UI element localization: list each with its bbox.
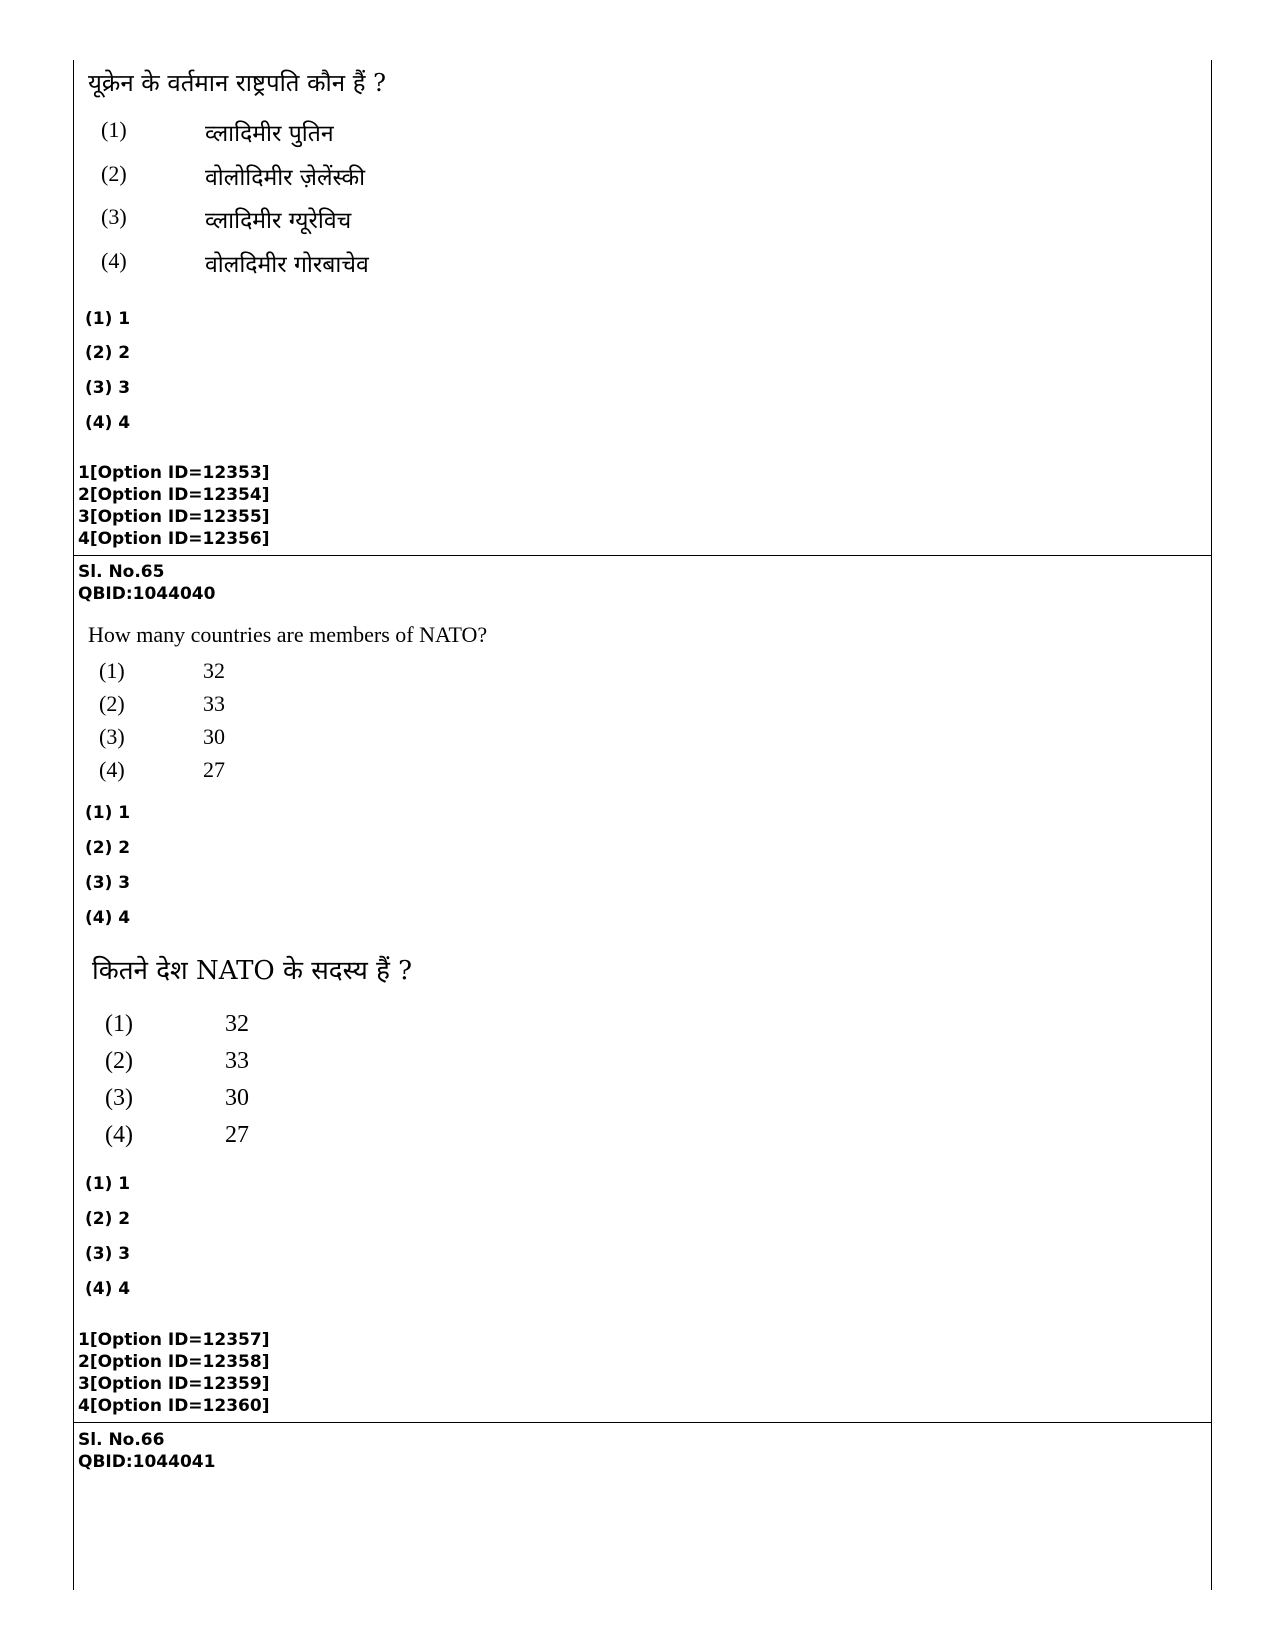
answer-choice: (1) 1: [85, 309, 131, 329]
option-number: (2): [99, 691, 125, 716]
option-number: (4): [101, 248, 127, 273]
answer-choice: (1) 1: [85, 1174, 131, 1194]
option-value: 27: [225, 1122, 249, 1148]
option-number: (1): [99, 658, 125, 683]
answer-choice: (2) 2: [85, 838, 131, 858]
option-number: (3): [101, 204, 127, 229]
option-id: 4[Option ID=12360]: [78, 1396, 270, 1416]
question-hindi: यूक्रेन के वर्तमान राष्ट्रपति कौन हैं ?: [88, 69, 386, 97]
option-number: (3): [105, 1085, 133, 1111]
option-id: 1[Option ID=12357]: [78, 1330, 270, 1350]
answer-choice: (3) 3: [85, 378, 131, 398]
question-divider: [73, 555, 1212, 556]
option-number: (2): [101, 161, 127, 186]
question-header: [78, 561, 215, 605]
answer-choice: (1) 1: [85, 803, 131, 823]
serial-number: Sl. No.65: [78, 562, 165, 582]
option-id: 4[Option ID=12356]: [78, 529, 270, 549]
option-value: 32: [203, 658, 225, 683]
option-value: 33: [225, 1048, 249, 1074]
option-value: 30: [203, 724, 225, 749]
option-id: 2[Option ID=12358]: [78, 1352, 270, 1372]
option-number: (2): [105, 1048, 133, 1074]
option-id-list: [78, 462, 269, 550]
option-number: (1): [105, 1011, 133, 1037]
answer-choice: (4) 4: [85, 1279, 131, 1299]
option-text: वोलोदिमीर ज़ेलेंस्की: [205, 165, 366, 191]
option-id: 2[Option ID=12354]: [78, 485, 270, 505]
option-value: 27: [203, 757, 225, 782]
qbid: QBID:1044040: [78, 584, 216, 604]
option-text: व्लादिमीर ग्यूरेविच: [205, 208, 352, 234]
question-english: How many countries are members of NATO?: [88, 622, 488, 647]
page-border-right: [1211, 60, 1212, 1590]
option-number: (3): [99, 724, 125, 749]
option-id: 1[Option ID=12353]: [78, 463, 270, 483]
option-number: (4): [105, 1122, 133, 1148]
answer-choice: (3) 3: [85, 873, 131, 893]
option-id-list: [78, 1329, 269, 1417]
qbid: QBID:1044041: [78, 1452, 216, 1472]
answer-choice: (3) 3: [85, 1244, 131, 1264]
answer-choice: (2) 2: [85, 1209, 131, 1229]
page-border-left: [73, 60, 74, 1590]
question-hindi: कितने देश NATO के सदस्य हैं ?: [92, 956, 413, 986]
serial-number: Sl. No.66: [78, 1430, 165, 1450]
option-number: (1): [101, 117, 127, 142]
option-text: व्लादिमीर पुतिन: [205, 121, 334, 147]
option-value: 30: [225, 1085, 249, 1111]
question-header: [78, 1429, 215, 1473]
option-text: वोलदिमीर गोरबाचेव: [205, 252, 369, 278]
answer-choice: (2) 2: [85, 343, 131, 363]
question-divider: [73, 1422, 1212, 1423]
option-id: 3[Option ID=12359]: [78, 1374, 270, 1394]
answer-choice: (4) 4: [85, 413, 131, 433]
option-value: 32: [225, 1011, 249, 1037]
option-value: 33: [203, 691, 225, 716]
answer-choice: (4) 4: [85, 908, 131, 928]
option-id: 3[Option ID=12355]: [78, 507, 270, 527]
option-number: (4): [99, 757, 125, 782]
